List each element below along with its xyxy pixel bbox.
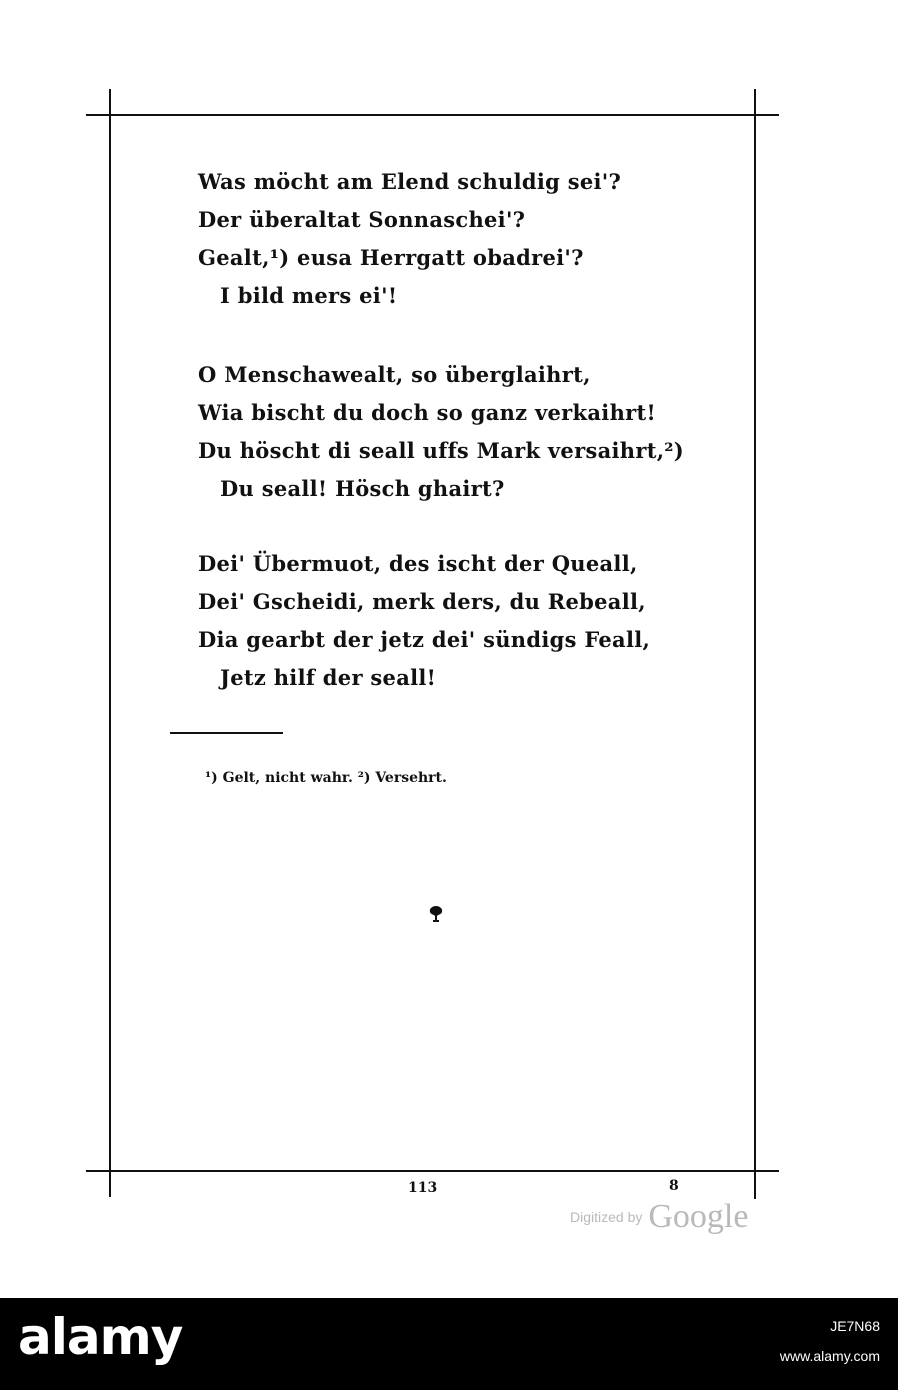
- alamy-logo: alamy: [18, 1308, 183, 1366]
- stanza: [198, 545, 650, 697]
- fleuron-icon: [426, 903, 446, 923]
- verse-line: Der überaltat Sonnaschei'?: [198, 207, 526, 232]
- left-frame-rule: [109, 89, 111, 1197]
- banner-url: www.alamy.com: [779, 1348, 880, 1364]
- verse-refrain: Du seall! Hösch ghairt?: [220, 476, 505, 501]
- verse-line: Wia bischt du doch so ganz verkaihrt!: [198, 400, 657, 425]
- page-number: 113: [408, 1180, 438, 1196]
- stanza: [198, 163, 621, 315]
- verse-line: Du höscht di seall uffs Mark versaihrt,²): [198, 438, 685, 463]
- image-id: JE7N68: [830, 1318, 880, 1334]
- verse-line: Gealt,¹) eusa Herrgatt obadrei'?: [198, 245, 584, 270]
- stanza: [198, 356, 684, 508]
- verse-line: O Menschawealt, so überglaihrt,: [198, 362, 591, 387]
- top-frame-rule: [86, 114, 779, 116]
- digitized-label: Digitized by: [570, 1209, 643, 1225]
- footnotes: ¹) Gelt, nicht wahr. ²) Versehrt.: [205, 770, 447, 786]
- digitized-watermark: [570, 1198, 748, 1236]
- bottom-frame-rule: [86, 1170, 779, 1172]
- right-frame-rule: [754, 89, 756, 1199]
- signature-mark: 8: [669, 1178, 679, 1194]
- verse-refrain: I bild mers ei'!: [220, 283, 398, 308]
- verse-line: Dei' Gscheidi, merk ders, du Rebeall,: [198, 589, 646, 614]
- google-wordmark: Google: [648, 1198, 749, 1235]
- stock-banner: [0, 1298, 898, 1390]
- verse-line: Dei' Übermuot, des ischt der Queall,: [198, 551, 638, 576]
- verse-line: Was möcht am Elend schuldig sei'?: [198, 169, 622, 194]
- verse-refrain: Jetz hilf der seall!: [220, 665, 437, 690]
- verse-line: Dia gearbt der jetz dei' sündigs Feall,: [198, 627, 651, 652]
- footnote-rule: [170, 732, 283, 734]
